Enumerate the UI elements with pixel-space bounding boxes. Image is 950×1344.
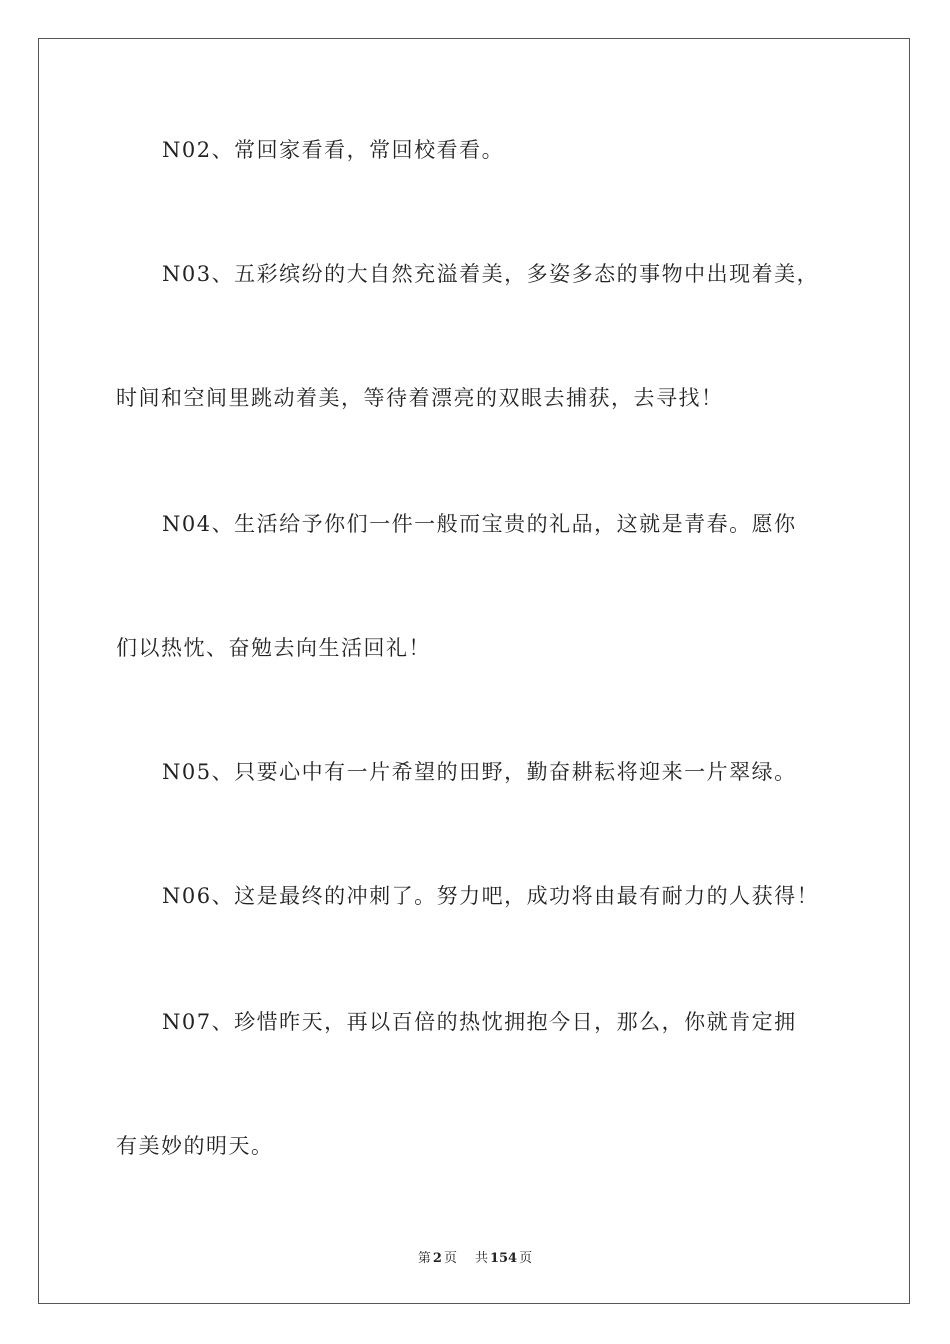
- page-suffix: 页: [443, 1251, 457, 1266]
- total-pages: 154: [489, 1251, 518, 1266]
- paragraph-n02-line-1: N02、常回家看看，常回校看看。: [162, 138, 505, 162]
- paragraph-n07-line-2: 有美妙的明天。: [116, 1134, 274, 1158]
- total-suffix: 页: [519, 1251, 533, 1266]
- paragraph-n03-line-1: N03、五彩缤纷的大自然充溢着美，多姿多态的事物中出现着美，: [162, 262, 820, 286]
- page-footer: [0, 1247, 950, 1266]
- paragraph-n07-line-1: N07、珍惜昨天，再以百倍的热忱拥抱今日，那么，你就肯定拥: [162, 1010, 797, 1034]
- paragraph-n04-line-1: N04、生活给予你们一件一般而宝贵的礼品，这就是青春。愿你: [162, 512, 797, 536]
- paragraph-n05-line-1: N05、只要心中有一片希望的田野，勤奋耕耘将迎来一片翠绿。: [162, 760, 797, 784]
- total-prefix: 共: [474, 1251, 488, 1266]
- page-border: [38, 38, 910, 1304]
- page-number: 2: [432, 1251, 442, 1266]
- paragraph-n04-line-2: 们以热忱、奋勉去向生活回礼！: [116, 636, 431, 660]
- paragraph-n06-line-1: N06、这是最终的冲刺了。努力吧，成功将由最有耐力的人获得！: [162, 884, 820, 908]
- paragraph-n03-line-2: 时间和空间里跳动着美，等待着漂亮的双眼去捕获，去寻找！: [116, 386, 724, 410]
- page-prefix: 第: [417, 1251, 431, 1266]
